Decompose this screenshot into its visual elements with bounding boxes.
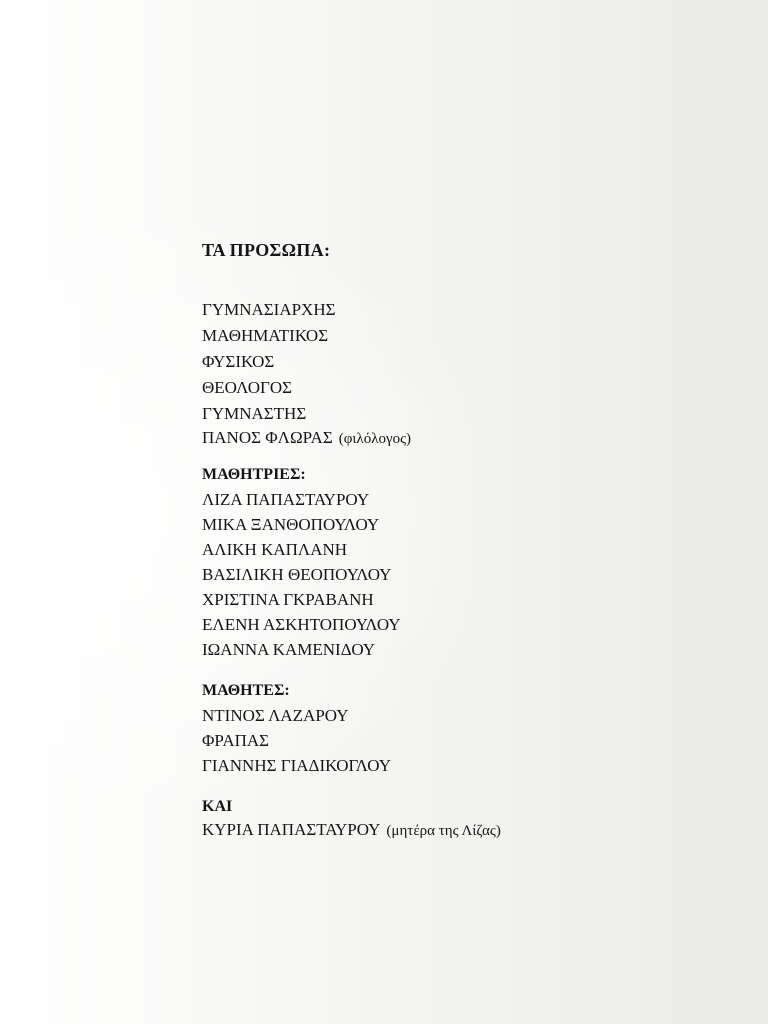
cast-entry: ΕΛΕΝΗ ΑΣΚΗΤΟΠΟΥΛΟΥ bbox=[202, 615, 401, 634]
cast-entry: ΦΥΣΙΚΟΣ bbox=[202, 352, 275, 371]
cast-entry-name: ΠΑΝΟΣ ΦΛΩΡΑΣ bbox=[202, 428, 333, 447]
cast-entry: ΧΡΙΣΤΙΝΑ ΓΚΡΑΒΑΝΗ bbox=[202, 590, 374, 609]
cast-entry: ΑΛΙΚΗ ΚΑΠΛΑΝΗ bbox=[202, 540, 348, 559]
male-students-label: ΜΑΘΗΤΕΣ: bbox=[202, 682, 290, 699]
cast-entry-note: (μητέρα της Λίζας) bbox=[386, 823, 501, 839]
cast-entry: ΛΙΖΑ ΠΑΠΑΣΤΑΥΡΟΥ bbox=[202, 490, 370, 509]
cast-entry: ΝΤΙΝΟΣ ΛΑΖΑΡΟΥ bbox=[202, 706, 349, 725]
cast-entry: ΓΥΜΝΑΣΙΑΡΧΗΣ bbox=[202, 300, 336, 319]
and-label: ΚΑΙ bbox=[202, 798, 233, 815]
cast-entry-name: ΚΥΡΙΑ ΠΑΠΑΣΤΑΥΡΟΥ bbox=[202, 820, 381, 839]
cast-entry: ΦΡΑΠΑΣ bbox=[202, 731, 270, 750]
cast-entry bbox=[202, 428, 411, 448]
cast-entry-note: (φιλόλογος) bbox=[338, 431, 412, 447]
cast-entry: ΙΩΑΝΝΑ ΚΑΜΕΝΙΔΟΥ bbox=[202, 640, 376, 659]
cast-entry: ΜΙΚΑ ΞΑΝΘΟΠΟΥΛΟΥ bbox=[202, 515, 380, 534]
cast-entry: ΓΙΑΝΝΗΣ ΓΙΑΔΙΚΟΓΛΟΥ bbox=[202, 756, 392, 775]
female-students-label: ΜΑΘΗΤΡΙΕΣ: bbox=[202, 466, 306, 483]
page-heading: ΤΑ ΠΡΟΣΩΠΑ: bbox=[202, 240, 331, 260]
cast-entry: ΓΥΜΝΑΣΤΗΣ bbox=[202, 404, 307, 423]
cast-entry: ΒΑΣΙΛΙΚΗ ΘΕΟΠΟΥΛΟΥ bbox=[202, 565, 392, 584]
cast-entry: ΘΕΟΛΟΓΟΣ bbox=[202, 378, 293, 397]
cast-entry: ΜΑΘΗΜΑΤΙΚΟΣ bbox=[202, 326, 329, 345]
cast-entry bbox=[202, 820, 501, 840]
